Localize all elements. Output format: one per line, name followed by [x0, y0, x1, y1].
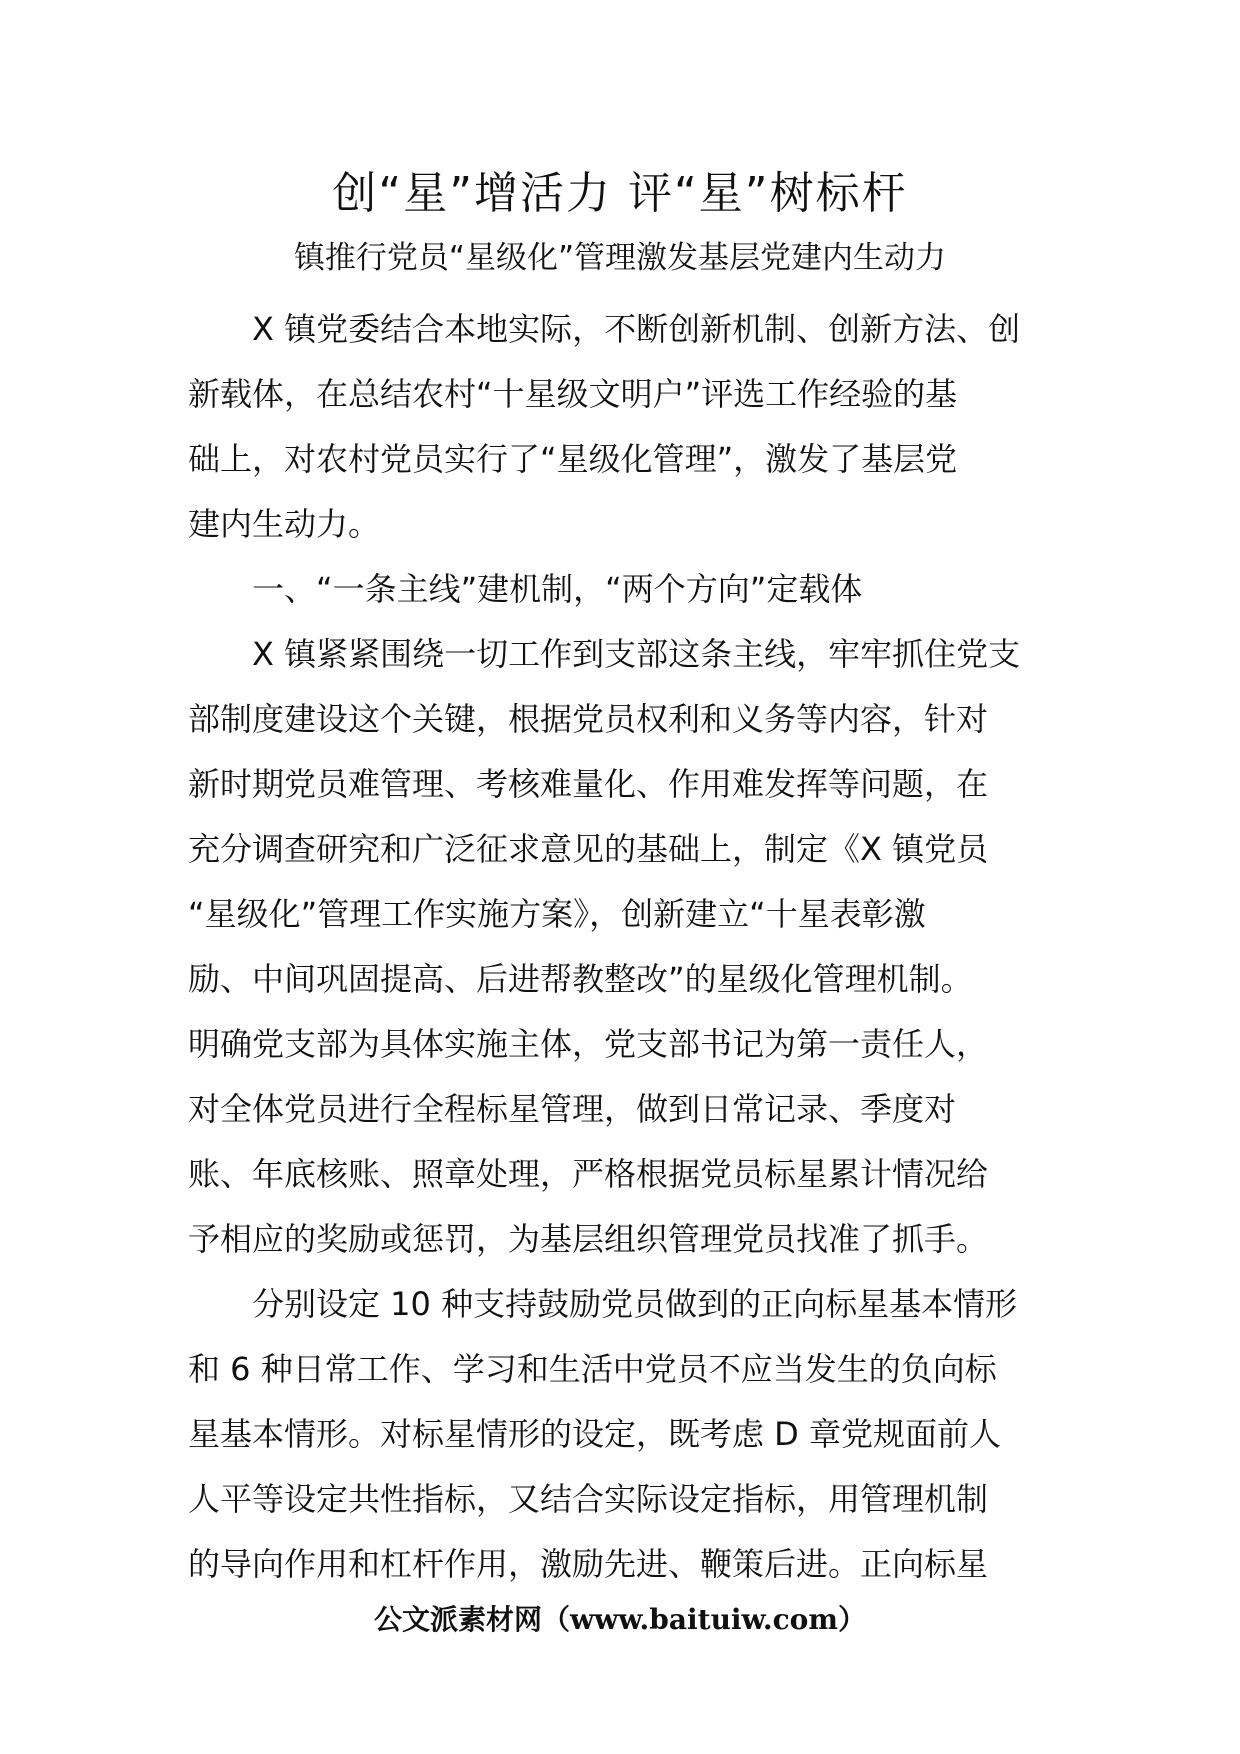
body-line: 的导向作用和杠杆作用，激励先进、鞭策后进。正向标星	[188, 1545, 989, 1583]
footer-source: 公文派素材网（www.baituiw.com）	[374, 1603, 866, 1636]
document-title: 创“星”增活力 评“星”树标杆	[332, 168, 908, 219]
body-line: X 镇紧紧围绕一切工作到支部这条主线，牢牢抓住党支	[252, 635, 1021, 673]
body-line: 对全体党员进行全程标星管理，做到日常记录、季度对	[188, 1090, 957, 1128]
document-subtitle: 镇推行党员“星级化”管理激发基层党建内生动力	[293, 240, 947, 276]
body-line: 和 6 种日常工作、学习和生活中党员不应当发生的负向标	[188, 1350, 997, 1388]
body-line: 充分调查研究和广泛征求意见的基础上，制定《X 镇党员	[188, 830, 989, 868]
body-line: 新时期党员难管理、考核难量化、作用难发挥等问题，在	[188, 765, 989, 803]
body-line: 新载体，在总结农村“十星级文明户”评选工作经验的基	[188, 375, 958, 413]
body-line: X 镇党委结合本地实际，不断创新机制、创新方法、创	[252, 310, 1021, 348]
body-line: 人平等设定共性指标，又结合实际设定指标，用管理机制	[188, 1480, 989, 1518]
body-line: 部制度建设这个关键，根据党员权利和义务等内容，针对	[188, 700, 989, 738]
document-body	[188, 297, 1054, 1597]
section-heading: 一、“一条主线”建机制，“两个方向”定载体	[252, 570, 863, 608]
body-line: 明确党支部为具体实施主体，党支部书记为第一责任人，	[188, 1025, 989, 1063]
body-line: 账、年底核账、照章处理，严格根据党员标星累计情况给	[188, 1155, 989, 1193]
body-line: 励、中间巩固提高、后进帮教整改”的星级化管理机制。	[188, 960, 973, 998]
body-line: 星基本情形。对标星情形的设定，既考虑 D 章党规面前人	[188, 1415, 1001, 1453]
body-line: “星级化”管理工作实施方案》，创新建立“十星表彰激	[188, 895, 926, 933]
body-line: 础上，对农村党员实行了“星级化管理”，激发了基层党	[188, 440, 958, 478]
body-line: 予相应的奖励或惩罚，为基层组织管理党员找准了抓手。	[188, 1220, 989, 1258]
body-line: 分别设定 10 种支持鼓励党员做到的正向标星基本情形	[252, 1285, 1018, 1323]
body-line: 建内生动力。	[188, 505, 381, 543]
